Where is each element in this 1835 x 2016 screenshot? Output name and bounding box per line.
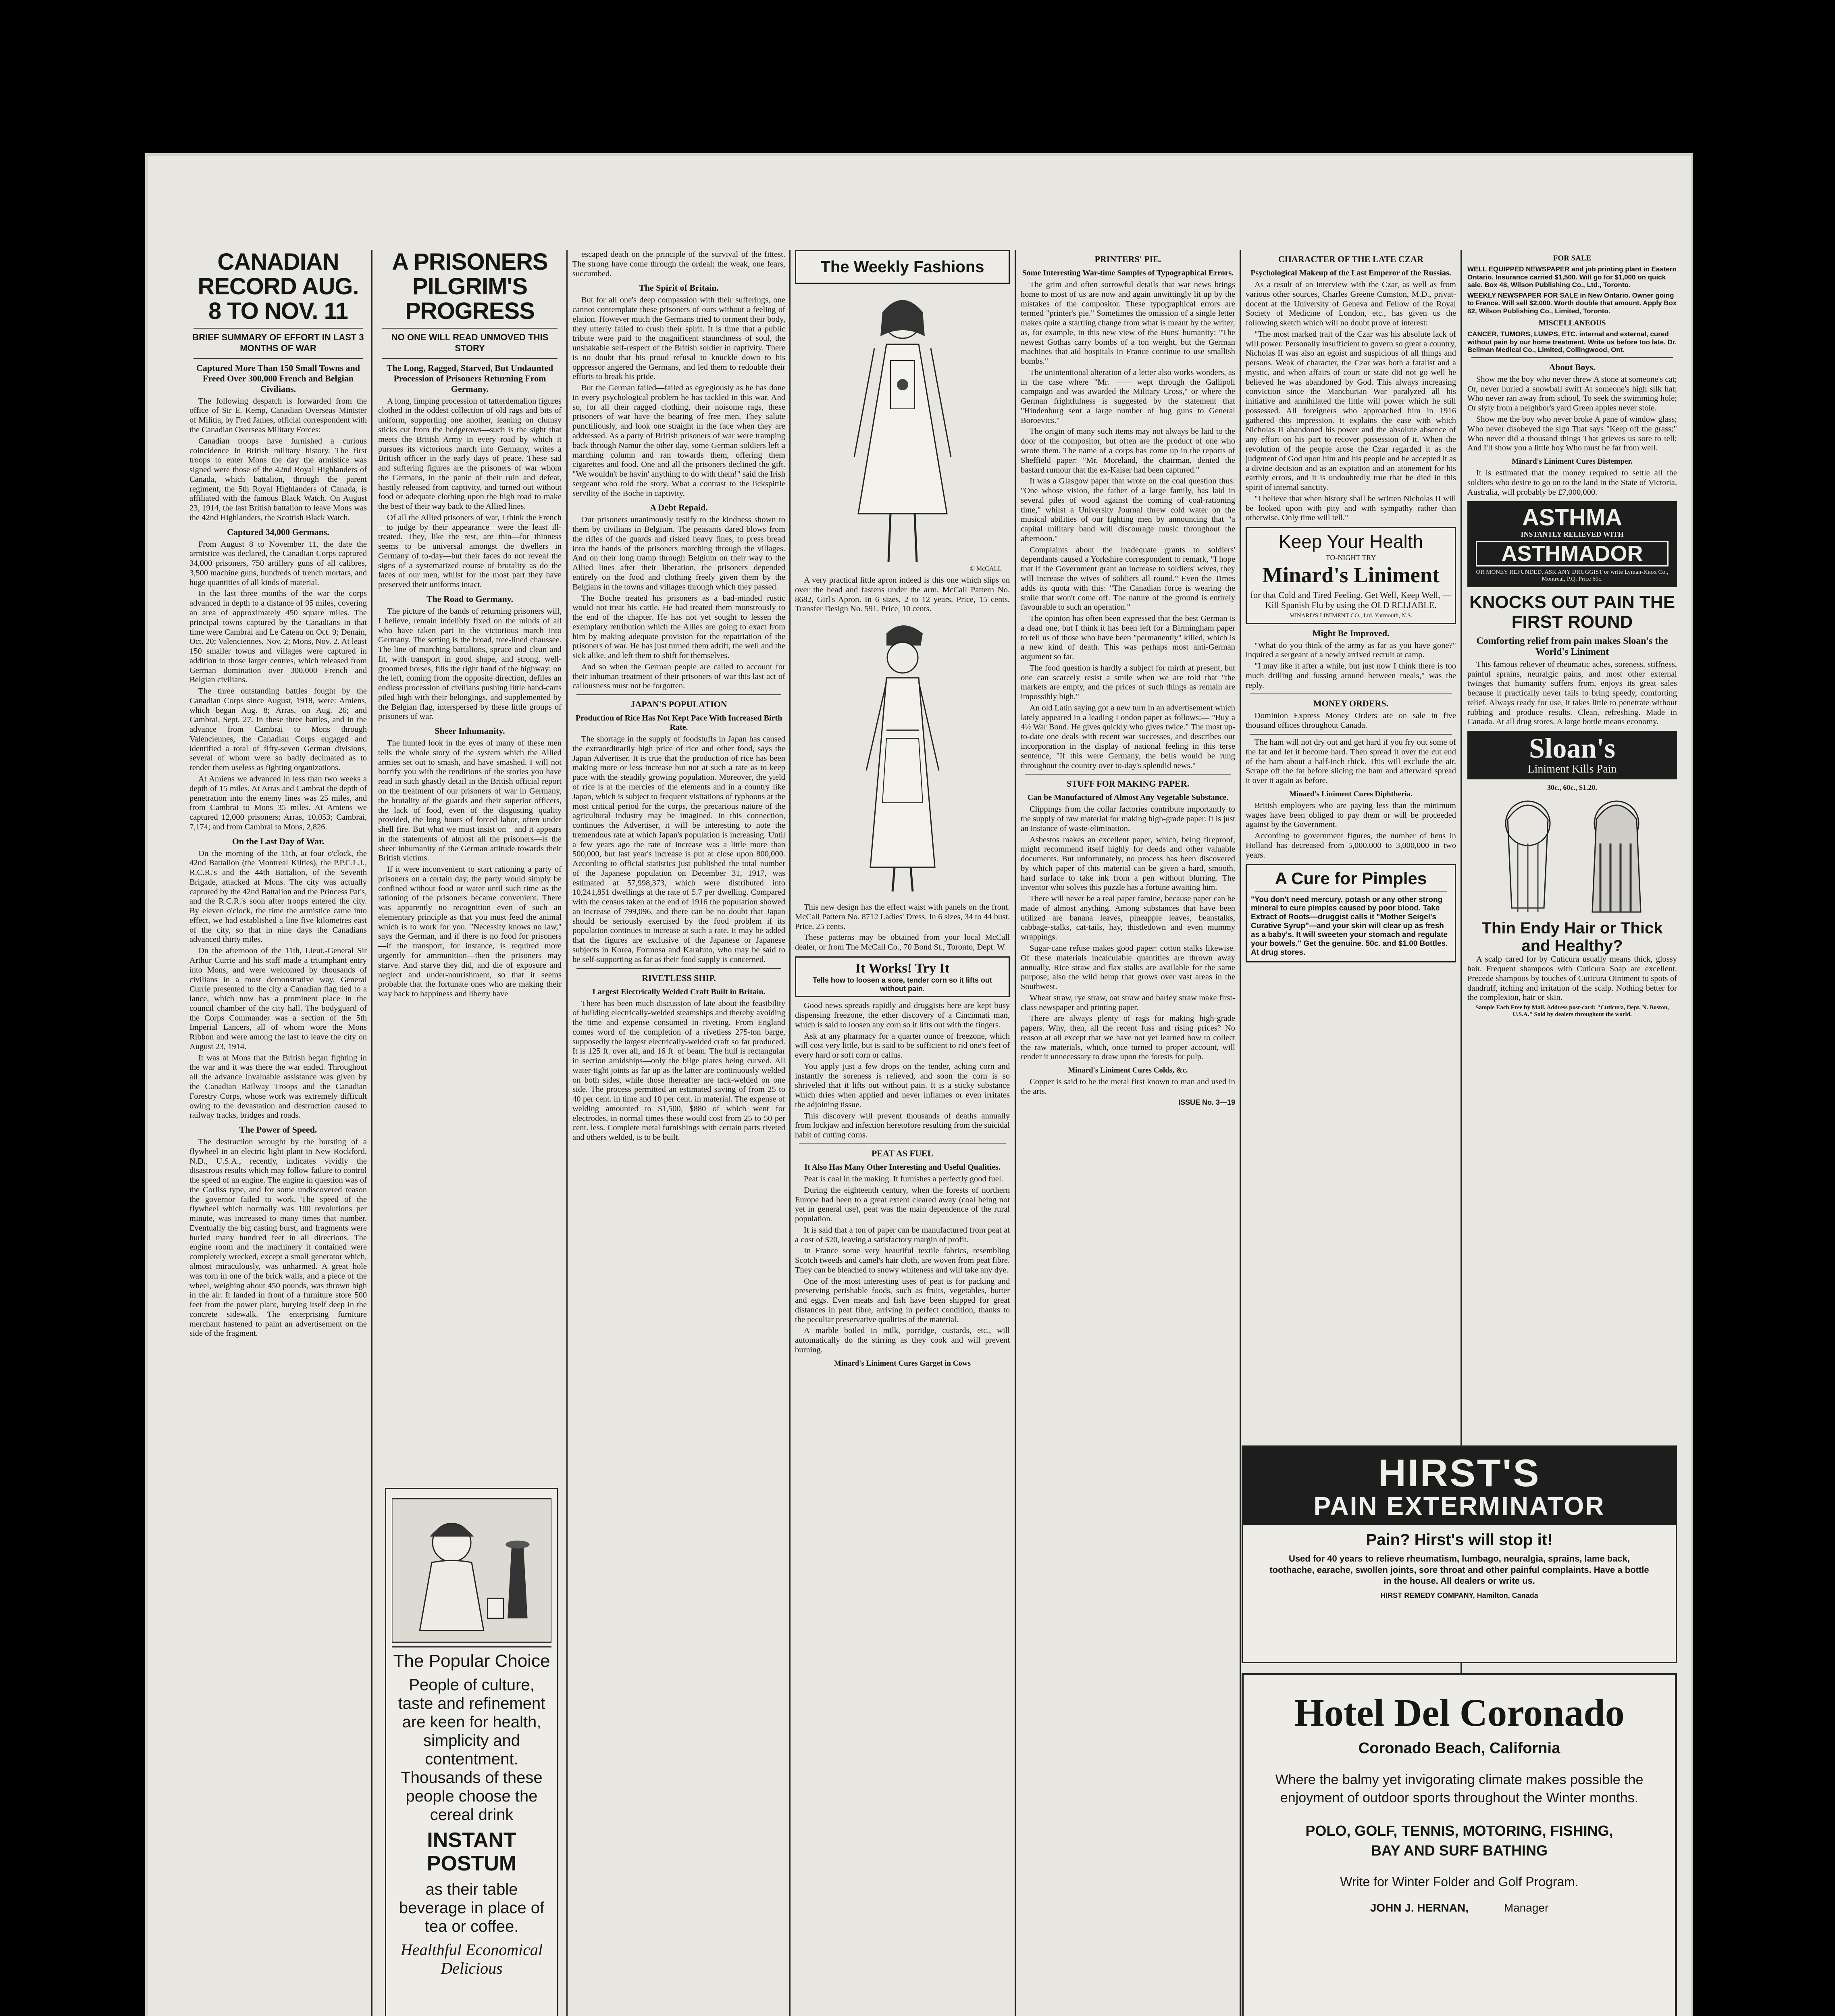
column-rule	[789, 250, 791, 2016]
paragraph: Peat is coal in the making. It furnishes a perfectly good fuel.	[804, 1174, 1003, 1183]
hotel-del-coronado-advertisement	[1242, 1673, 1677, 2016]
health-brand: Minard's Liniment	[1262, 563, 1440, 587]
paragraph: If it were inconvenient to start rationing a party of prisoners on a certain day, the party would simply be confined without food or water until such time as the rationing of the prisoners became convenient. There was apparently no recognition even of such an elementary principle as that you must feed the animal which is to work for you. "Necessity knows no law," says the German, and if there is no food for prisoners—if the transport, for instance, is required more urgently for ammunition—then the prisoners may starve. And starve they did, and die of exposure and neglect and under-nourishment, so that it seems probable that the fortunate ones who are making their way back to happiness and liberty have	[378, 865, 562, 999]
hirsts-brand: HIRST'S	[1378, 1452, 1541, 1495]
classified-ad: WELL EQUIPPED NEWSPAPER and job printing plant in Eastern Ontario. Insurance carried $1,500. Will go for $1,000 on quick sale. Box 48, Wilson Publishing Co., Ltd., Toronto.	[1467, 265, 1677, 289]
section-heading: Sheer Inhumanity.	[435, 726, 505, 736]
minards-notice: Minard's Liniment Cures Diphtheria.	[1289, 789, 1413, 798]
paragraph: In France some very beautiful textile fabrics, resembling Scotch tweeds and camel's hair cloth, are woven from peat fibre. They can be bleached to snowy whiteness and will take any dye.	[795, 1246, 1010, 1275]
hotel-place: Coronado Beach, California	[1358, 1739, 1560, 1757]
japan-headline: JAPAN'S POPULATION	[630, 699, 727, 710]
asthmador-advertisement	[1467, 501, 1677, 587]
paragraph: Dominion Express Money Orders are on sale in five thousand offices throughout Canada.	[1246, 711, 1456, 730]
for-sale-heading: FOR SALE	[1553, 254, 1592, 262]
paragraph: Clippings from the collar factories contribute importantly to the supply of raw material for making high-grade paper. It is just an instance of waste-elimination.	[1021, 805, 1235, 833]
fashions-title: The Weekly Fashions	[820, 258, 984, 276]
postum-advertisement	[385, 1488, 558, 2016]
paragraph: As a result of an interview with the Czar, as well as from various other sources, Charles Greene Cumston, M.D., privat-docent at the University of Geneva and Fellow of the Royal Society of Medicine of London, etc., has given us the following sketch which will no doubt prove of interest:	[1246, 280, 1456, 328]
hotel-folder: Write for Winter Folder and Golf Program.	[1340, 1874, 1579, 1889]
health-headline: Keep Your Health	[1278, 531, 1423, 552]
paragraph: The destruction wrought by the bursting of a flywheel in an electric light plant in New Rockford, N.D., U.S.A., recently, indicates vividly the disastrous results which may follow failure to control the speed of an engine. The engine in question was of the Corliss type, and for some undiscovered reason the governor failed to work. The speed of the flywheel which normally was 100 revolutions per minute, was increased to many times that number. Eventually the big casting burst, and fragments were hurled many hundred feet in all directions. The engine room and the machinery it contained were completely wrecked, except a small generator which, almost miraculously, was unharmed. A great hole was torn in one of the brick walls, and a piece of the wheel, weighing about 450 pounds, was thrown high in the air. It landed in front of a furniture store 500 feet from the power plant, burying itself deep in the concrete sidewalk. The enterprising furniture merchant hastened to paint an advertisement on the side of the fragment.	[189, 1137, 367, 1338]
postum-title: The Popular Choice	[393, 1651, 550, 1671]
paragraph: There has been much discussion of late about the feasibility of building electrically-welded steamships and thereby avoiding the time and expense consumed in riveting. From England comes word of the completion of a rivetless 275-ton barge, supposedly the largest electrically-welded craft so far produced. It is 125 ft. over all, and 16 ft. of beam. The hull is rectangular in section amidships—only the bilge plates being curved. All water-tight joints as far up as the latter are continuously welded on both sides, while those thereafter are tack-welded on one side. The process permitted an estimated saving of from 25 to 40 per cent. in time and 10 per cent. in material. The expense of welding amounted to $1,500, $880 of which went for electrodes, in normal times these would cost from 25 to 50 per cent. less. Complete metal furnishings with certain parts riveted and others welded, is to be built.	[572, 999, 785, 1142]
paragraph: This discovery will prevent thousands of deaths annually from lockjaw and infection heretofore resulting from the suicidal habit of cutting corns.	[795, 1111, 1010, 1140]
paragraph: This famous reliever of rheumatic aches, soreness, stiffness, painful sprains, neuralgic pains, and most other external twinges that humanity suffers from, enjoys its great sales because it practically never fails to bring speedy, comforting relief. Always ready for use, it takes little to penetrate without rubbing and produce results. Clean, refreshing. Made in Canada. At all drug stores. A large bottle means economy.	[1467, 660, 1677, 727]
paragraph: According to government figures, the number of hens in Holland has decreased from 5,000,000 to 3,000,000 in two years.	[1246, 831, 1456, 860]
postum-tail: as their table beverage in place of tea or coffee.	[399, 1880, 545, 1935]
paragraph: There will never be a real paper famine, because paper can be made of almost anything. Among substances that have been utilized are banana leaves, pineapple leaves, beanstalks, cabbage-stalks, cat-tails, hay, thistledown and even mummy wrappings.	[1021, 894, 1235, 942]
paragraph: Our prisoners unanimously testify to the kindness shown to them by civilians in Belgium. The peasants dared blows from the rifles of the guards and risked heavy fines, to press bread into the hands of the prisoners marching through the villages. And on their long tramp through Belgium on their way to the Allied lines after their liberation, the prisoners depended entirely on the food and clothing freely given them by the Belgians in the towns and villages through which they passed.	[572, 515, 785, 591]
column-rule	[371, 250, 372, 2016]
paragraph: It was a Glasgow paper that wrote on the coal question thus: "One whose vision, the father of a large family, has laid in several piles of wood against the coming of coal-rationing time," whilst a University Journal threw cold water on the musical abilities of our fighting men by announcing that "a capital military band will discourage music throughout the afternoon."	[1021, 477, 1235, 543]
health-try: TO-NIGHT TRY	[1325, 553, 1376, 562]
column-4	[795, 250, 1010, 2016]
paragraph: Wheat straw, rye straw, oat straw and barley straw make first-class newspaper and printing paper.	[1021, 993, 1235, 1012]
peat-headline: PEAT AS FUEL	[871, 1148, 934, 1158]
paragraph: On the afternoon of the 11th, Lieut.-General Sir Arthur Currie and his staff made a triumphant entry into Mons, and were welcomed by thousands of civilians in a most demonstrative way. General Currie presented to the city a Canadian flag tied to a lance, which now has a prominent place in the council chamber of the city hall. The bodyguard of the Corps Commander was a section of the 5th Imperial Lancers, all of whom wore the Mons Ribbon and were among the last to leave the city on August 23, 1914.	[189, 946, 367, 1051]
section-heading: The Power of Speed.	[239, 1125, 317, 1135]
column-rule	[566, 250, 568, 2016]
paragraph: Of all the Allied prisoners of war, I think the French—to judge by their appearance—were the least ill-treated. They, like the rest, are thin—for thinness seems to be universal amongst the dwellers in Germany of to-day—but their faces do not reveal the signs of a systematized course of brutality as do the faces of our men, whilst for the most part they have preserved their uniforms intact.	[378, 513, 562, 589]
column-rule	[1015, 250, 1016, 2016]
headline-canadian-record: CANADIAN RECORD AUG. 8 TO NOV. 11	[198, 250, 359, 324]
printers-pie-headline: PRINTERS' PIE.	[1094, 254, 1161, 264]
paragraph: A scalp cared for by Cuticura usually means thick, glossy hair. Frequent shampoos with Cuticura Soap are excellent. Precede shampoos by touches of Cuticura Ointment to spots of dandruff, itching and irritation of the scalp. Nothing better for the complexion, hair or skin.	[1467, 955, 1677, 1002]
postum-brand: INSTANT POSTUM	[427, 1829, 517, 1875]
column-3	[572, 250, 785, 2016]
postum-illustration	[392, 1498, 551, 1643]
paragraph: The origin of many such items may not always be laid to the door of the compositor, but often are the product of one who wrote them. The name of a corps has come up in the reports of Sheffield paper: "Mr. Moreland, the chairman, denied the bastard rumour that the ex-Kaiser had been captured."	[1021, 427, 1235, 475]
section-heading: A Debt Repaid.	[650, 502, 708, 513]
classified-ad: CANCER, TUMORS, LUMPS, ETC. internal and external, cured without pain by our home treatment. Write us before too late. Dr. Bellman Medical Co., Limited, Collingwood, Ont.	[1467, 330, 1677, 354]
paragraph: The three outstanding battles fought by the Canadian Corps since August, 1918, were: Amiens, which began Aug. 8; Arras, on Aug. 26; and Cambrai, Sept. 27. In these three battles, and in the advance from Cambrai to Mons through Valenciennes, the Canadian Corps engaged and identified a total of fifty-seven German divisions, several of whom were so badly decimated as to render them useless as fighting organizations.	[189, 687, 367, 773]
minards-notice: Minard's Liniment Cures Distemper.	[1512, 457, 1633, 466]
caption: This new design has the effect waist with panels on the front. McCall Pattern No. 8712 Ladies' Dress. In 6 sizes, 34 to 44 bust. Price, 25 cents.	[795, 903, 1010, 931]
sloans-logo	[1467, 731, 1677, 779]
paragraph: The Boche treated his prisoners as a bad-minded rustic would not treat his cattle. He had treated them monstrously to the end of the chapter. He has not yet sought to lessen the exemplary retribution which the Allies are going to exact from him by making adequate provision for the repatriation of the prisoners of war. He has just turned them adrift, the well and the sick alike, and left them to shift for themselves.	[572, 594, 785, 660]
it-works-box	[795, 956, 1010, 997]
sloans-brand: Sloan's	[1529, 733, 1615, 764]
peat-deck: It Also Has Many Other Interesting and Useful Qualities.	[804, 1162, 1001, 1172]
section-heading: On the Last Day of War.	[232, 836, 325, 846]
paragraph: Copper is said to be the metal first known to man and used in the arts.	[1021, 1077, 1235, 1096]
money-orders-headline: MONEY ORDERS.	[1313, 698, 1389, 709]
minards-health-advertisement	[1246, 527, 1456, 624]
subhead: NO ONE WILL READ UNMOVED THIS STORY	[391, 332, 549, 354]
section-heading: The Road to Germany.	[426, 594, 514, 604]
japan-deck: Production of Rice Has Not Kept Pace With Increased Birth Rate.	[575, 714, 782, 732]
paragraph: You apply just a few drops on the tender, aching corn and instantly the soreness is relieved, and soon the corn is so shriveled that it lifts out without pain. It is a sticky substance which dries when applied and never inflames or even irritates the adjoining tissue.	[795, 1062, 1010, 1109]
miscellaneous-heading: MISCELLANEOUS	[1538, 319, 1606, 328]
hirsts-tag: Pain? Hirst's will stop it!	[1366, 1531, 1553, 1549]
newspaper-page	[145, 153, 1693, 2016]
column-5	[1021, 250, 1235, 2016]
paragraph: From August 8 to November 11, the date the armistice was declared, the Canadian Corps captured 34,000 prisoners, 750 artillery guns of all calibres, 3,500 machine guns, hundreds of trench mortars, and huge quantities of all kinds of material.	[189, 539, 367, 587]
paragraph: A long, limping procession of tatterdemalion figures clothed in the oddest collection of old rags and bits of uniform, supporting one another, leaning on clumsy sticks cut from the hedgerows—such is the sight that meets the British Army in every road by which it pursues its victorious march into Germany, writes a British officer in the early days of peace. These sad and suffering figures are the prisoners of war whom the Germans, in the panic of their ruin and defeat, hastily released from captivity, and turned out without food or adequate clothing upon the high road to make the best of their way back to the Allied lines.	[378, 396, 562, 511]
czar-deck: Psychological Makeup of the Last Emperor of the Russias.	[1250, 269, 1451, 277]
dress-illustration	[795, 617, 1010, 900]
column-1	[189, 250, 367, 2016]
hair-small: Sample Each Free by Mail. Address post-card: "Cuticura, Dept. N. Boston, U.S.A." Sold by dealers throughout the world.	[1475, 1004, 1669, 1018]
postum-slogan: Healthful Economical Delicious	[400, 1940, 543, 1977]
minards-notice: Minard's Liniment Cures Garget in Cows	[834, 1359, 971, 1368]
hotel-name: Hotel Del Coronado	[1294, 1691, 1625, 1734]
section-heading: The Spirit of Britain.	[639, 283, 719, 293]
paragraph: Ask at any pharmacy for a quarter ounce of freezone, which will cost very little, but is said to be sufficient to rid one's feet of every hard or soft corn or callus.	[795, 1031, 1010, 1060]
paragraph: In the last three months of the war the corps advanced in depth to a distance of 95 miles, covering an area of approximately 450 square miles. The principal towns captured by the Canadians in that time were Cambrai and Le Cateau on Oct. 9; Denain, Oct. 20; Valenciennes, Nov. 2; Mons, Nov. 2. At least 150 smaller towns and villages were captured in addition to those larger centres, which released from German domination over 300,000 French and Belgian civilians.	[189, 589, 367, 685]
hotel-manager-title: Manager	[1504, 1901, 1549, 1914]
paragraph: "I believe that when history shall be written Nicholas II will be looked upon with pity and with sympathy rather than otherwise. Only time will tell."	[1246, 494, 1456, 523]
czar-headline: CHARACTER OF THE LATE CZAR	[1278, 254, 1424, 264]
pimples-advertisement	[1246, 864, 1456, 962]
paragraph: An old Latin saying got a new turn in an advertisement which lately appeared in a leading London paper as follows:— "Buy a 4½ War Bond. He gives quickly who gives twice." The most up-to-date one deals with recent war successes, and describes our incorporation in the display of national feeling in this terse sentence, "If this were Germany, the bells would be rung throughout the country over to-day's splendid news."	[1021, 703, 1235, 770]
asthma-small: OR MONEY REFUNDED. ASK ANY DRUGGIST or write Lyman-Knox Co., Montreal, P.Q. Price 60c.	[1476, 569, 1669, 582]
section-heading: Captured 34,000 Germans.	[227, 527, 329, 537]
paragraph: British employers who are paying less than the minimum wages have been obliged to pay them or will be proceeded against by the Government.	[1246, 801, 1456, 829]
paper-headline: STUFF FOR MAKING PAPER.	[1066, 779, 1190, 789]
cuticura-hair-illustration	[1467, 795, 1677, 916]
paragraph: The food question is hardly a subject for mirth at present, but one can scarcely resist a smile when we are told that "the markets are empty, and the prices of such things as remain are impossibly high."	[1021, 663, 1235, 702]
column-6	[1246, 250, 1456, 1427]
asthma-heading: ASTHMA	[1522, 504, 1623, 531]
about-boys-heading: About Boys.	[1549, 362, 1596, 372]
paragraph: It was at Mons that the British began fighting in the war and it was there the war ended. Throughout all the advance invaluable assistance was given by the Canadian Railway Troops and the Canadian Forestry Corps, whose work was extremely difficult owing to the devastation and destruction caused to railway tracks, bridges and roads.	[189, 1053, 367, 1120]
paragraph: The picture of the bands of returning prisoners will, I believe, remain indelibly fixed on the minds of all who have taken part in the victorious march into Germany. The setting is the broad, tree-lined chaussee. The line of marching battalions, spruce and clean and fit, with transport in good shape, and strong, well-groomed horses, fills the right hand of the highway; on the left, coming from the opposite direction, defiles an endless procession of civilians pushing little hand-carts piled high with their belongings, and supplemented by the Belgian flag, interspersed by these little groups of prisoners of war.	[378, 606, 562, 721]
asthmador-brand: ASTHMADOR	[1476, 541, 1669, 566]
paragraph: But the German failed—failed as egregiously as he has done in every psychological problem he has tackled in this war. And so, for all their ragged clothing, their noisome rags, these prisoners of war have the bearing of free men. They salute punctiliously, and look one straight in the face when they are addressed. As a party of British prisoners of war were tramping back through Namur the other day, some German soldiers left a marching column and ran towards them, offering them cigarettes and food. One and all the prisoners declined the gift. "We wouldn't be havin' anything to do with them!" said the Irish sergeant who told the story. What a contrast to the lickspittle servility of the Boche in captivity.	[572, 383, 785, 498]
sloans-price: 30c., 60c., $1.20.	[1547, 783, 1597, 792]
hair-headline: Thin Endy Hair or Thick and Healthy?	[1481, 919, 1663, 955]
weekly-fashions-box	[795, 250, 1010, 284]
column-7	[1467, 250, 1677, 1427]
headline-prisoners-pilgrim: A PRISONERS PILGRIM'S PROGRESS	[392, 250, 548, 324]
it-works-sub: Tells how to loosen a sore, tender corn so it lifts out without pain.	[813, 976, 992, 993]
caption: A very practical little apron indeed is this one which slips on over the head and fastens under the arm. McCall Pattern No. 8682, Girl's Apron. In 6 sizes, 2 to 12 years. Price, 15 cents. Transfer Design No. 591. Price, 10 cents.	[795, 576, 1010, 614]
paragraph: Good news spreads rapidly and druggists here are kept busy dispensing freezone, the ether discovery of a Cincinnati man, which is said to loosen any corn so it lifts out with the fingers.	[795, 1001, 1010, 1029]
paragraph: Sugar-cane refuse makes good paper: cotton stalks likewise. Of these materials incalculable quantities are thrown away annually. Rice straw and flax stalks are available for the same purpose; also the wild hemp that grows over vast areas in the Southwest.	[1021, 944, 1235, 991]
paper-deck: Can be Manufactured of Almost Any Vegetable Substance.	[1027, 793, 1229, 802]
paragraph: But for all one's deep compassion with their sufferings, one cannot contemplate these prisoners of ours without a feeling of elation. However much the Germans tried to torment their body, they utterly failed to crush their spirit. It is time that a public tribute were paid to the magnificent staunchness of soul, the unshakable self-respect of the British soldier in captivity. There is no doubt that his proud refusal to knuckle down to his oppressor angered the Germans, and led them to redouble their efforts to break his pride.	[572, 296, 785, 381]
poem-stanza: Show me the boy who never broke A pane of window glass; Who never disobeyed the sign That says "Keep off the grass;" Who never did a thousand things That grieves us sore to tell; And I'll show you a little boy Who must be far from well.	[1467, 414, 1677, 453]
hirsts-maker: HIRST REMEDY COMPANY, Hamilton, Canada	[1380, 1591, 1538, 1599]
hotel-sports: POLO, GOLF, TENNIS, MOTORING, FISHING, BAY AND SURF BATHING	[1305, 1822, 1613, 1859]
column-rule	[1240, 250, 1241, 2016]
paragraph: The ham will not dry out and get hard if you fry out some of the fat and let it become hard. Then spread it over the cut end of the ham about a half-inch thick. This will exclude the air. Scrape off the fat before slicing the ham and afterward spread it over it again as before.	[1246, 738, 1456, 785]
rivetless-deck: Largest Electrically Welded Craft Built in Britain.	[592, 987, 766, 996]
poem-stanza: Show me the boy who never threw A stone at someone's cat; Or, never hurled a snowball swift At someone's high silk hat; Who never ran away from school, To seek the swimming hole; Or slyly from a neighbor's yard Green apples never stole.	[1467, 375, 1677, 413]
health-body: for that Cold and Tired Feeling. Get Well, Keep Well, —Kill Spanish Flu by using the OLD RELIABLE.	[1250, 589, 1452, 610]
paragraph: It is said that a ton of paper can be manufactured from peat at a cost of $20, leaving a satisfactory margin of profit.	[795, 1225, 1010, 1244]
asthma-sub: INSTANTLY RELIEVED WITH	[1521, 530, 1624, 539]
paragraph: There are always plenty of rags for making high-grade papers. Why, then, all the recent fuss and rising prices? No reason at all except that we have not yet learned how to collect the raw materials, which, once turned to proper account, will render it unnecessary to draw upon the forests for pulp.	[1021, 1014, 1235, 1062]
paragraph: The shortage in the supply of foodstuffs in Japan has caused the extraordinarily high price of rice and other food, says the Japan Advertiser. It is true that the production of rice has been making more or less increase but not at such a rate as to keep pace with the steadily growing population. Moreover, the yield of rice is at the mercies of the elements and in a country like Japan, which is subject to frequent visitations of typhoons at the most critical period for the corps, the precarious nature of the agricultural industry may be imagined. In this connection, continues the Advertiser, it will be interesting to note the tremendous rate at which Japan's population is increasing. Until a few years ago the rate of increase was a little more than 500,000, but last year's increase is put at close upon 800,000. According to official statistics just published the total number of the Japanese population on December 31, 1917, was estimated at 57,998,373, which were distributed into 10,241,851 dwellings at the rate of 5.7 per dwelling. Compared with the census taken at the end of 1916 the population showed an increase of 799,096, and there can be no doubt that Japan should be seriously exercised by the food problem if its population continues to increase at such a rate. It may be added that the figures are exclusive of the Japanese or Japanese subjects in Korea, Formosa and Karafuto, who may be said to be self-supporting as far as their food supply is concerned.	[572, 735, 785, 964]
knocks-sub: Comforting relief from pain makes Sloan's the World's Liniment	[1476, 635, 1668, 657]
paragraph: Canadian troops have furnished a curious coincidence in British military history. The first troops to enter Mons the day the armistice was signed were those of the 42nd Royal Highlanders of Canada, which battalion, through the parent regiment, the 5th Royal Highlanders of Canada, is affiliated with the famous Black Watch. On August 23, 1914, the last British battalion to leave Mons was the 42nd Highlanders, the Scottish Black Watch.	[189, 436, 367, 522]
mccall-credit: © McCALL	[970, 565, 1002, 572]
section-heading: Might Be Improved.	[1312, 628, 1390, 638]
printers-pie-deck: Some Interesting War-time Samples of Typographical Errors.	[1022, 269, 1234, 277]
paragraph: It is estimated that the money required to settle all the soldiers who desire to go on to the land in the State of Victoria, Australia, will probably be £7,000,000.	[1467, 469, 1677, 497]
paragraph: A marble boiled in milk, porridge, custards, etc., will automatically do the stirring as they cook and will prevent burning.	[795, 1326, 1010, 1354]
deck: Captured More Than 150 Small Towns and Freed Over 300,000 French and Belgian Civilians.	[196, 362, 360, 394]
rivetless-headline: RIVETLESS SHIP.	[642, 973, 716, 983]
paragraph: Asbestos makes an excellent paper, which, being fireproof, might recommend itself highly for deeds and other valuable documents. But unfortunately, no process has been discovered by which paper of this material can be given a hard, smooth, hard surface to take ink from a pen without blurring. The inventor who solves this puzzle has a fortune awaiting him.	[1021, 835, 1235, 892]
paragraph: One of the most interesting uses of peat is for packing and preserving perishable foods, such as fruits, vegetables, butter and eggs. Even meats and fish have been shipped for great distances in peat fibre, arriving in perfect condition, thanks to the peculiar preservative qualities of the material.	[795, 1277, 1010, 1324]
sloans-sub: Liniment Kills Pain	[1527, 763, 1617, 776]
hirsts-body: Used for 40 years to relieve rheumatism, lumbago, neuralgia, sprains, lame back, toothache, earache, swollen joints, sore throat and other painful complaints. Have a bottle in the house. All dealers or write us.	[1269, 1554, 1649, 1586]
caption: These patterns may be obtained from your local McCall dealer, or from The McCall Co., 70 Bond St., Toronto, Dept. W.	[795, 933, 1010, 952]
paragraph: escaped death on the principle of the survival of the fittest. The strong have come through the ordeal; the weak, one fears, succumbed.	[572, 250, 785, 278]
issue-number: ISSUE No. 3—19	[1178, 1098, 1235, 1106]
paragraph: On the morning of the 11th, at four o'clock, the 42nd Battalion (the Montreal Kilties), the P.P.C.L.I., R.C.R.'s and the 44th Battalion, of the Seventh Brigade, attacked at Mons. The city was actually captured by the 42nd Battalion and the Princess Pat's, and the R.C.R.'s soon after troops entered the city. By eleven o'clock, the time the armistice came into effect, we had established a line five kilometres east of the city, so that in nine days the Canadians advanced thirty miles.	[189, 849, 367, 944]
deck: The Long, Ragged, Starved, But Undaunted Procession of Prisoners Returning From Germany.	[386, 362, 553, 394]
hirsts-product: PAIN EXTERMINATOR	[1313, 1491, 1605, 1520]
subhead: BRIEF SUMMARY OF EFFORT IN LAST 3 MONTHS OF WAR	[192, 332, 364, 354]
paragraph: "What do you think of the army as far as you have gone?" inquired a sergeant of a newly arrived recruit at camp.	[1246, 641, 1456, 660]
hotel-manager-name: JOHN J. HERNAN,	[1370, 1901, 1469, 1914]
paragraph: The opinion has often been expressed that the best German is a dead one, but I think it has been left for a Birmingham paper to tell us of those who have been "permanently" killed, which is a new kind of death. This was perhaps most anti-German argument so far.	[1021, 614, 1235, 662]
paragraph: The grim and often sorrowful details that war news brings home to most of us are now and again unwittingly lit up by the mistakes of the compositor. These typographical errors are termed "printer's pie." Sometimes the omission of a single letter makes quite a startling change from what is meant by the writer; as, for example, in this new view of the Huns' humanity: "The newest Gothas carry bombs of a ton weight, but the German machines that aid hospitals in France continue to use smallish bombs."	[1021, 280, 1235, 366]
paragraph: The unintentional alteration of a letter also works wonders, as in the case where "Mr. —— wept through the Gallipoli campaign and was awarded the Military Cross," or where the German frightfulness is suggested by the statement that "Hindenburg sent a large number of bug guns to General Boroevics."	[1021, 368, 1235, 425]
hirsts-advertisement	[1242, 1445, 1677, 1663]
paragraph: At Amiens we advanced in less than two weeks a depth of 15 miles. At Arras and Cambrai the depth of penetration into the enemy lines was 25 miles, and from Cambrai to Mons 35 miles. At Amiens we captured 12,000 prisoners; Arras, 10,053; Cambrai, 7,174; and from Cambrai to Mons, 2,826.	[189, 775, 367, 831]
paragraph: Complaints about the inadequate grants to soldiers' dependants caused a Yorkshire correspondent to remark, "I hope that if the Government grant an increase to soldiers' wives, they will increase the wives of soldiers all round." Even the Times adds its quota with this: "The Canadian force is wearing the smile that won't come off. The nature of the ground is entirely favourable to such an operation."	[1021, 545, 1235, 612]
knocks-out-pain-headline: KNOCKS OUT PAIN THE FIRST ROUND	[1469, 592, 1675, 632]
pimples-headline: A Cure for Pimples	[1275, 869, 1427, 888]
paragraph: And so when the German people are called to account for their inhuman treatment of their prisoners of war this last act of callousness must not be forgotten.	[572, 662, 785, 691]
it-works-heading: It Works! Try It	[855, 960, 950, 976]
paragraph: The following despatch is forwarded from the office of Sir E. Kemp, Canadian Overseas Minister of Militia, by Fred James, official correspondent with the Canadian Overseas Military Forces:	[189, 396, 367, 434]
paragraph: During the eighteenth century, when the forests of northern Europe had been to a great extent cleared away (coal being not yet in general use), peat was the main dependence of the rural population.	[795, 1185, 1010, 1224]
paragraph: "I may like it after a while, but just now I think there is too much drilling and fussing around between meals," was the reply.	[1246, 662, 1456, 690]
pimples-body: "You don't need mercury, potash or any other strong mineral to cure pimples caused by poor blood. Take Extract of Roots—druggist calls it "Mother Seigel's Curative Syrup"—and your skin will clear up as fresh as a baby's. It will sweeten your stomach and regulate your bowels." Get the genuine. 50c. and $1.00 Bottles. At drug stores.	[1251, 895, 1448, 957]
minards-notice: Minard's Liniment Cures Colds, &c.	[1068, 1066, 1188, 1075]
hotel-body: Where the balmy yet invigorating climate makes possible the enjoyment of outdoor sports throughout the Winter months.	[1275, 1772, 1644, 1806]
paragraph: "The most marked trait of the Czar was his absolute lack of will power. Personally insufficient to govern so great a country, Nicholas II was also an egoist and suspicious of all things and persons. Weak of character, the Czar was both a fatalist and a mystic, and when affairs of court or state did not go well he believed he was abandoned by God. This always increasing conviction since the Manchurian War paralyzed all his initiative and annihilated the little will power which he still possessed. All foreigners who approached him in 1916 gathered this impression. It explains the ease with which Nicholas II abandoned his power and the absolute absence of any effort on his part to recover possession of it. When the revolution of the people arose the Czar regarded it as the judgment of God upon him and his people and he accepted it as a divine decision and as an expiation and an atonement for his earthly errors, and it is undoubtedly true that he died in this spirit of internal sanctity.	[1246, 329, 1456, 492]
classified-ad: WEEKLY NEWSPAPER FOR SALE in New Ontario. Owner going to France. Will sell $2,000. Worth double that amount. Apply Box 82, Wilson Publishing Co., Limited, Toronto.	[1467, 291, 1677, 315]
apron-illustration	[795, 288, 1010, 570]
health-maker: MINARD'S LINIMENT CO., Ltd. Yarmouth, N.S.	[1289, 612, 1413, 619]
paragraph: The hunted look in the eyes of many of these men tells the whole story of the system which the Allied armies set out to smash, and have smashed. I will not horrify you with the renditions of the stories you have read in such ghastly detail in the British official report on the treatment of our prisoners of war in Germany, the brutality of the guards and their superior officers, the lack of food, even of the disgusting quality provided, the long hours of forced labor, often under shell fire. But what we must insist on—and it appears in the statements of almost all the prisoners—is the sheer inhumanity of the German attitude towards their British victims.	[378, 739, 562, 863]
postum-body: People of culture, taste and refinement are keen for health, simplicity and contentment. Thousands of these people choose the cereal drink	[398, 1676, 545, 1824]
